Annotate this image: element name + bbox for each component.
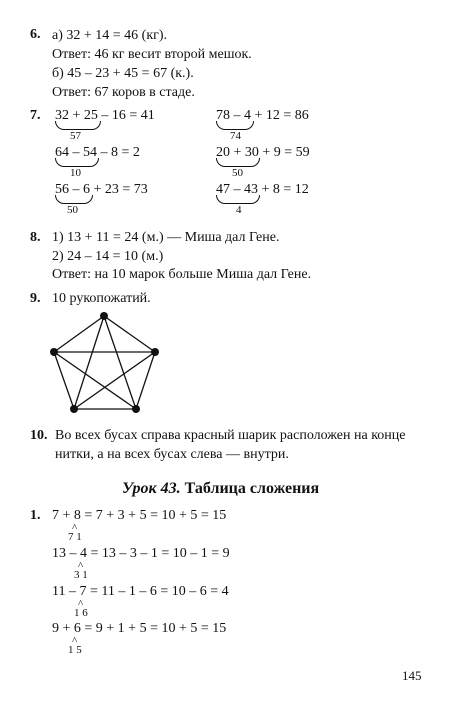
p7-row1-left-sub: 57: [70, 130, 81, 142]
p7-row2-left-sub: 10: [70, 167, 81, 179]
lesson-title: Таблица сложения: [184, 480, 320, 497]
diagram-edge: [104, 316, 155, 352]
problem-10-line2: нитки, а на всех бусах слева — внутри.: [55, 447, 289, 462]
p7-row1-left: 32 + 25 – 16 = 41: [55, 108, 155, 123]
diagram-edge: [74, 352, 155, 409]
split-caret: ^: [72, 635, 78, 647]
p1-row1-expr: 7 + 8 = 7 + 3 + 5 = 10 + 5 = 15: [52, 508, 227, 523]
brace-mark: [216, 158, 260, 167]
problem-6-a-answer: Ответ: 46 кг весит второй мешок.: [52, 47, 252, 62]
p1-row2-expr: 13 – 4 = 13 – 3 – 1 = 10 – 1 = 9: [52, 546, 230, 561]
brace-mark: [216, 121, 254, 130]
diagram-vertex: [50, 348, 58, 356]
p7-row3-right: 47 – 43 + 8 = 12: [216, 182, 309, 197]
lesson-heading: [122, 480, 319, 498]
p1-row4-expr: 9 + 6 = 9 + 1 + 5 = 10 + 5 = 15: [52, 621, 227, 636]
split-caret: ^: [72, 522, 78, 534]
problem-8-answer: Ответ: на 10 марок больше Миша дал Гене.: [52, 267, 312, 282]
p1-row4-split: 1 5: [68, 644, 82, 656]
p7-row3-left-sub: 50: [67, 204, 78, 216]
split-caret: ^: [78, 560, 84, 572]
p7-row3-right-sub: 4: [236, 204, 242, 216]
problem-6-number: 6.: [30, 27, 41, 42]
brace-mark: [216, 195, 260, 204]
p7-row3-left: 56 – 6 + 23 = 73: [55, 182, 148, 197]
diagram-edge: [54, 352, 74, 409]
problem-6-b: б) 45 – 23 + 45 = 67 (к.).: [52, 66, 194, 81]
p1-row1-split: 7 1: [68, 531, 82, 543]
split-caret: ^: [78, 598, 84, 610]
diagram-edge: [54, 316, 104, 352]
p7-row1-right-sub: 74: [230, 130, 241, 142]
handshake-pentagon-diagram: [40, 302, 170, 418]
diagram-edge: [74, 316, 104, 409]
problem-10-number: 10.: [30, 428, 48, 443]
problem-10-line1: Во всех бусах справа красный шарик расположен на конце: [55, 428, 406, 443]
p7-row2-right: 20 + 30 + 9 = 59: [216, 145, 310, 160]
brace-mark: [55, 158, 99, 167]
p1-row2-split: 3 1: [74, 569, 88, 581]
diagram-vertex: [70, 405, 78, 413]
diagram-vertex: [132, 405, 140, 413]
diagram-edge: [136, 352, 155, 409]
diagram-vertex: [100, 312, 108, 320]
diagram-edge: [104, 316, 136, 409]
problem-1-number: 1.: [30, 508, 41, 523]
lesson-number: Урок 43.: [122, 480, 181, 497]
p7-row2-right-sub: 50: [232, 167, 243, 179]
brace-mark: [55, 121, 101, 130]
p1-row3-split: 1 6: [74, 607, 88, 619]
problem-9-text: 10 рукопожатий.: [52, 291, 151, 306]
problem-9-number: 9.: [30, 291, 41, 306]
page-number: 145: [402, 668, 422, 683]
problem-6-b-answer: Ответ: 67 коров в стаде.: [52, 85, 195, 100]
problem-8-number: 8.: [30, 230, 41, 245]
p7-row1-right: 78 – 4 + 12 = 86: [216, 108, 309, 123]
brace-mark: [55, 195, 93, 204]
problem-8-line2: 2) 24 – 14 = 10 (м.): [52, 249, 164, 264]
p7-row2-left: 64 – 54 – 8 = 2: [55, 145, 140, 160]
diagram-edge: [54, 352, 136, 409]
problem-6-a: а) 32 + 14 = 46 (кг).: [52, 28, 168, 43]
diagram-vertex: [151, 348, 159, 356]
problem-7-number: 7.: [30, 108, 41, 123]
p1-row3-expr: 11 – 7 = 11 – 1 – 6 = 10 – 6 = 4: [52, 584, 229, 599]
problem-8-line1: 1) 13 + 11 = 24 (м.) — Миша дал Гене.: [52, 230, 280, 245]
